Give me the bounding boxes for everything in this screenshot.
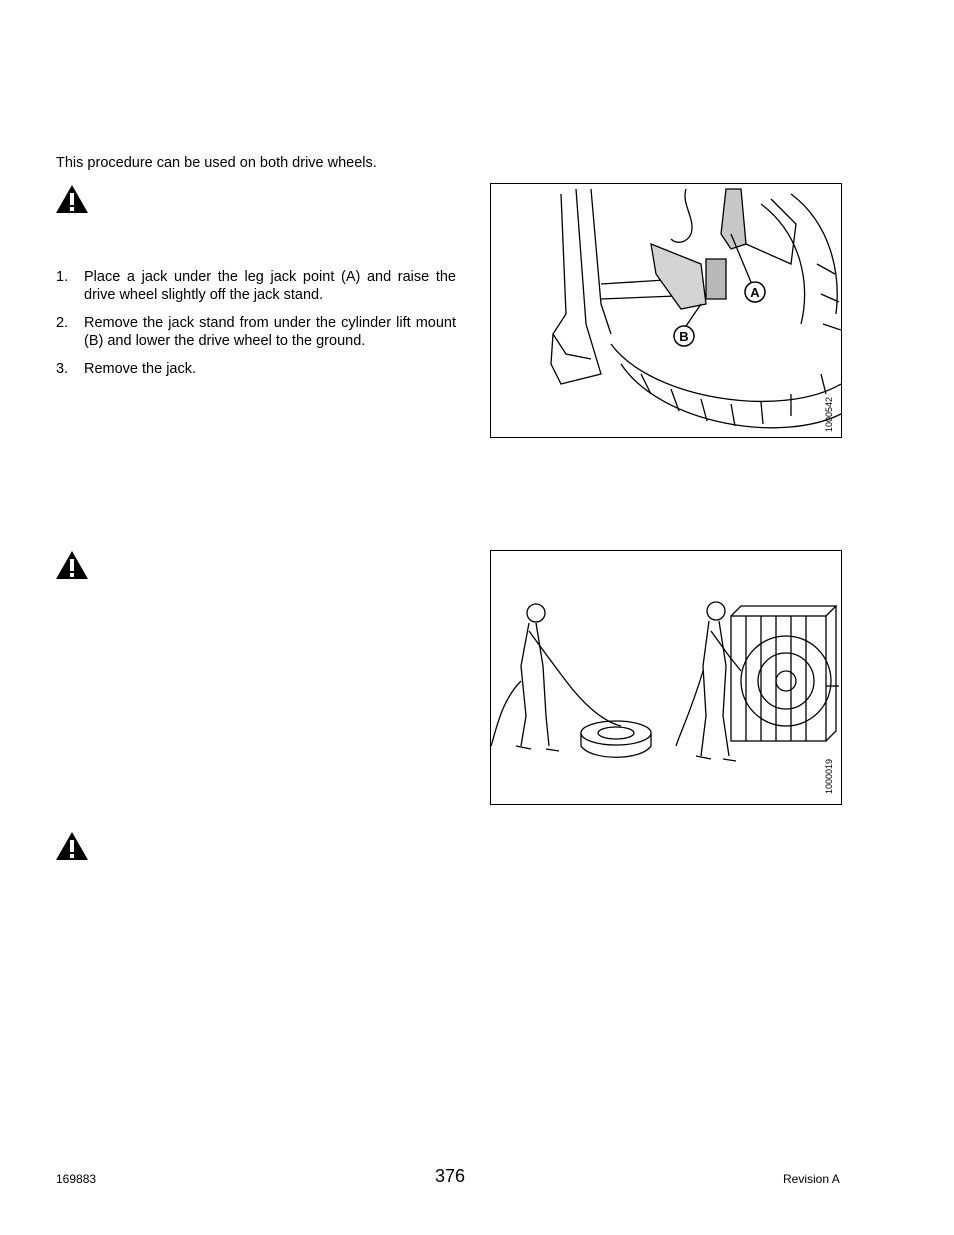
step-item: 3. Remove the jack.	[56, 361, 197, 377]
intro-text: This procedure can be used on both drive wheels.	[56, 155, 377, 171]
revision-label: Revision A	[783, 1172, 840, 1186]
figure-jack-point	[490, 183, 842, 438]
page-number: 376	[435, 1166, 466, 1186]
figure-tire-inflation	[490, 550, 842, 805]
figure-id: 1000019	[824, 758, 834, 794]
procedure-steps	[56, 268, 456, 388]
warning-icon	[55, 831, 89, 861]
callout-a: A	[750, 285, 760, 300]
leg-wheel-illustration	[491, 184, 841, 437]
doc-number: 169883	[56, 1172, 97, 1186]
tire-inflation-illustration	[491, 551, 841, 804]
warning-icon	[55, 550, 89, 580]
step-item: 1. Place a jack under the leg jack point (A) and raise the drive wheel slightly off the jack stand.	[56, 269, 456, 303]
warning-icon	[55, 184, 89, 214]
figure-id: 1000542	[824, 396, 834, 432]
callout-b: B	[679, 329, 689, 344]
step-item: 2. Remove the jack stand from under the cylinder lift mount (B) and lower the drive wheel to the ground.	[56, 315, 456, 349]
